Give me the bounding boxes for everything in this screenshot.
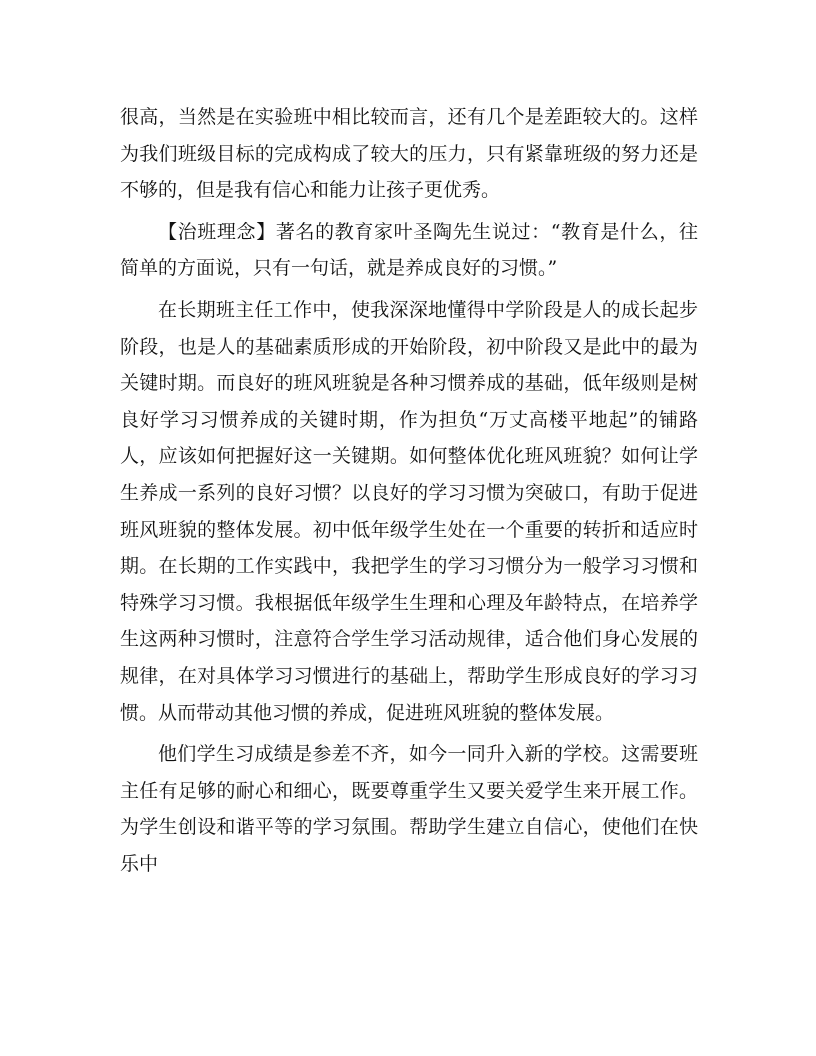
document-body bbox=[120, 99, 698, 887]
paragraph-class-philosophy: 【治班理念】著名的教育家叶圣陶先生说过：“教育是什么，往简单的方面说，只有一句话，就是养成良好的习惯。” bbox=[120, 220, 698, 280]
paragraph-student-performance: 他们学生习成绩是参差不齐，如今一同升入新的学校。这需要班主任有足够的耐心和细心，既要尊重学生又要关爱学生来开展工作。为学生创设和谐平等的学习氛围。帮助学生建立自信心，使他们在快乐中 bbox=[120, 743, 698, 875]
paragraph-habit-formation: 在长期班主任工作中，使我深深地懂得中学阶段是人的成长起步阶段，也是人的基础素质形成的开始阶段，初中阶段又是此中的最为关键时期。而良好的班风班貌是各种习惯养成的基础，低年级则是树良好学习习惯养成的关键时期，作为担负“万丈高楼平地起”的铺路人，应该如何把握好这一关键期。如何整体优化班风班貌？如何让学生养成一系列的良好习惯？以良好的学习习惯为突破口，有助于促进班风班貌的整体发展。初中低年级学生处在一个重要的转折和适应时期。在长期的工作实践中，我把学生的学习习惯分为一般学习习惯和特殊学习习惯。我根据低年级学生生理和心理及年龄特点，在培养学生这两种习惯时，注意符合学生学习活动规律，适合他们身心发展的规律，在对具体学习习惯进行的基础上，帮助学生形成良好的学习习惯。从而带动其他习惯的养成，促进班风班貌的整体发展。 bbox=[120, 298, 698, 724]
paragraph-continuation: 很高，当然是在实验班中相比较而言，还有几个是差距较大的。这样为我们班级目标的完成构成了较大的压力，只有紧靠班级的努力还是不够的，但是我有信心和能力让孩子更优秀。 bbox=[120, 106, 698, 202]
